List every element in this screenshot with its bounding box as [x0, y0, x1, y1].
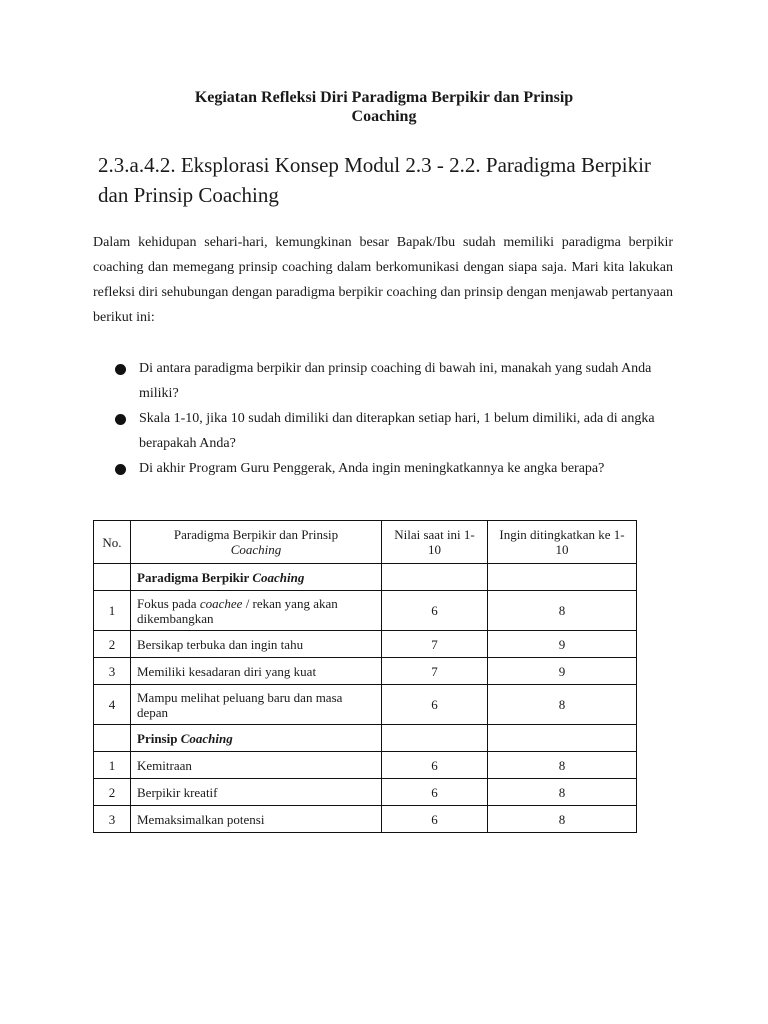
row-target: 9: [488, 631, 637, 658]
bullet-icon: [115, 414, 126, 425]
table-row: [94, 779, 637, 806]
row-no: 4: [94, 685, 131, 725]
table-header-row: [94, 521, 637, 564]
section-label-plain: Paradigma Berpikir: [137, 569, 253, 585]
section-label-plain: Prinsip: [137, 730, 181, 746]
question-item: [115, 456, 675, 481]
bullet-icon: [115, 464, 126, 475]
header-paradigm: [131, 521, 382, 564]
row-target: 8: [488, 685, 637, 725]
reflection-table: [93, 520, 637, 833]
question-text: Di antara paradigma berpikir dan prinsip coaching di bawah ini, manakah yang sudah Anda miliki?: [139, 361, 652, 401]
row-target: 9: [488, 658, 637, 685]
row-no: 1: [94, 752, 131, 779]
row-text: Kemitraan: [131, 752, 382, 779]
row-current: 6: [382, 591, 488, 631]
row-text: Memiliki kesadaran diri yang kuat: [131, 658, 382, 685]
row-text: Memaksimalkan potensi: [131, 806, 382, 833]
row-text: Bersikap terbuka dan ingin tahu: [131, 631, 382, 658]
row-target: 8: [488, 779, 637, 806]
row-text: Mampu melihat peluang baru dan masa depan: [131, 685, 382, 725]
section-label: [131, 564, 382, 591]
table-row: [94, 591, 637, 631]
row-target: 8: [488, 591, 637, 631]
table-row: [94, 658, 637, 685]
table-row: [94, 685, 637, 725]
row-no: 3: [94, 658, 131, 685]
section-label-italic: Coaching: [180, 730, 233, 746]
section-heading: 2.3.a.4.2. Eksplorasi Konsep Modul 2.3 - 2.2. Paradigma Berpikir dan Prinsip Coaching: [98, 153, 651, 207]
question-text: Di akhir Program Guru Penggerak, Anda ingin meningkatkannya ke angka berapa?: [139, 461, 605, 476]
bullet-icon: [115, 364, 126, 375]
section-label-italic: Coaching: [252, 569, 305, 585]
section-row-paradigm: [94, 564, 637, 591]
header-target: Ingin ditingkatkan ke 1-10: [488, 521, 637, 564]
row-no: 1: [94, 591, 131, 631]
row-text: Berpikir kreatif: [131, 779, 382, 806]
row-current: 6: [382, 685, 488, 725]
row-current: 6: [382, 806, 488, 833]
question-item: [115, 406, 675, 456]
header-current: Nilai saat ini 1-10: [382, 521, 488, 564]
row-target: 8: [488, 752, 637, 779]
title-line-2: Coaching: [351, 108, 417, 125]
table-row: [94, 806, 637, 833]
table-row: [94, 631, 637, 658]
row-current: 7: [382, 631, 488, 658]
title-line-1: Kegiatan Refleksi Diri Paradigma Berpikir dan Prinsip: [194, 89, 574, 106]
table-row: [94, 752, 637, 779]
header-no: No.: [94, 521, 131, 564]
row-text: Fokus pada coachee / rekan yang akan dikembangkan: [131, 591, 382, 631]
row-target: 8: [488, 806, 637, 833]
question-text: Skala 1-10, jika 10 sudah dimiliki dan diterapkan setiap hari, 1 belum dimiliki, ada di angka berapakah Anda?: [139, 411, 655, 451]
row-current: 7: [382, 658, 488, 685]
row-no: 3: [94, 806, 131, 833]
section-label: [131, 725, 382, 752]
question-list: [115, 356, 675, 481]
document-title: [150, 88, 618, 126]
row-no: 2: [94, 631, 131, 658]
row-no: 2: [94, 779, 131, 806]
row-current: 6: [382, 779, 488, 806]
section-row-principle: [94, 725, 637, 752]
header-paradigm-line1: Paradigma Berpikir dan Prinsip: [173, 527, 339, 542]
row-current: 6: [382, 752, 488, 779]
intro-paragraph: Dalam kehidupan sehari-hari, kemungkinan besar Bapak/Ibu sudah memiliki paradigma berpikir coaching dan memegang prinsip coaching dalam berkomunikasi dengan siapa saja. Mari kita lakukan refleksi diri sehubungan dengan paradigma berpikir coaching dan prinsip dengan menjawab pertanyaan berikut ini:: [93, 235, 673, 325]
question-item: [115, 356, 675, 406]
header-paradigm-line2: Coaching: [230, 542, 282, 557]
